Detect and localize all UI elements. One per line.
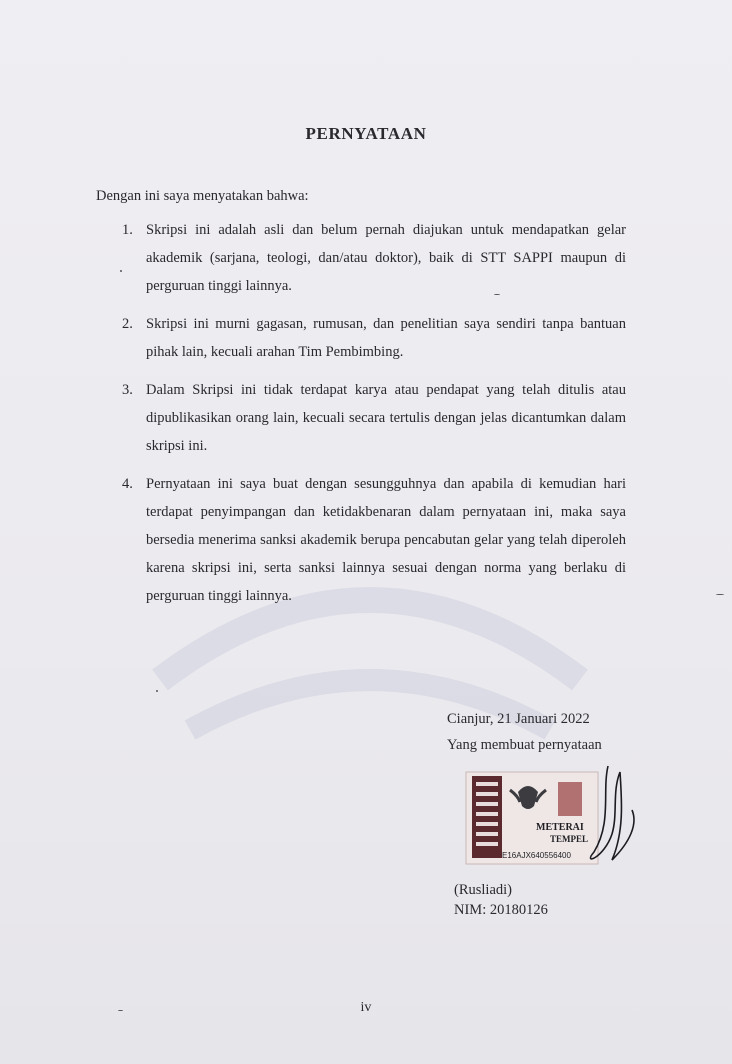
scan-speck <box>120 270 122 272</box>
list-item <box>120 470 626 610</box>
page-number: iv <box>360 1000 372 1015</box>
place-date: Cianjur, 21 Januari 2022 <box>447 711 590 727</box>
item-number: 4. <box>122 476 133 492</box>
stamp-serial: E16AJX640556400 <box>502 851 571 860</box>
signature-block <box>447 706 602 758</box>
item-text: Skripsi ini murni gagasan, rumusan, dan penelitian saya sendiri tanpa bantuan pihak lain, kecuali arahan Tim Pembimbing. <box>146 316 626 360</box>
page-title: PERNYATAAN <box>305 124 427 143</box>
signer-role: Yang membuat pernyataan <box>447 737 602 753</box>
statement-list <box>120 216 626 620</box>
item-number: 1. <box>122 222 133 238</box>
signer-name: (Rusliadi) <box>454 882 512 898</box>
stamp-line2: TEMPEL <box>550 834 589 844</box>
intro-text: Dengan ini saya menyatakan bahwa: <box>96 188 309 204</box>
list-item <box>120 310 626 366</box>
item-number: 2. <box>122 316 133 332</box>
scan-speck <box>156 690 158 692</box>
list-item <box>120 376 626 460</box>
item-text: Skripsi ini adalah asli dan belum pernah diajukan untuk mendapatkan gelar akademik (sarjana, teologi, dan/atau doktor), baik di STT SAPPI maupun di perguruan tinggi lainnya. <box>146 222 626 294</box>
item-text: Pernyataan ini saya buat dengan sesungguhnya dan apabila di kemudian hari terdapat penyimpangan dan ketidakbenaran dalam pernyataan ini, maka saya bersedia menerima sanksi akademik berupa pencabutan gelar yang telah diperoleh karena skripsi ini, serta sanksi lainnya sesuai dengan norma yang berlaku di perguruan tinggi lainnya. <box>146 476 626 604</box>
signer-nim: NIM: 20180126 <box>454 902 548 918</box>
list-item <box>120 216 626 300</box>
scan-speck <box>716 594 724 595</box>
revenue-stamp <box>462 762 642 870</box>
scan-speck <box>118 1010 123 1011</box>
item-text: Dalam Skripsi ini tidak terdapat karya atau pendapat yang telah ditulis atau dipublikasikan orang lain, kecuali secara tertulis dengan jelas dicantumkan dalam skripsi ini. <box>146 382 626 454</box>
scan-speck <box>494 294 500 295</box>
stamp-line1: METERAI <box>536 822 584 833</box>
signer-info <box>454 880 548 920</box>
item-number: 3. <box>122 382 133 398</box>
